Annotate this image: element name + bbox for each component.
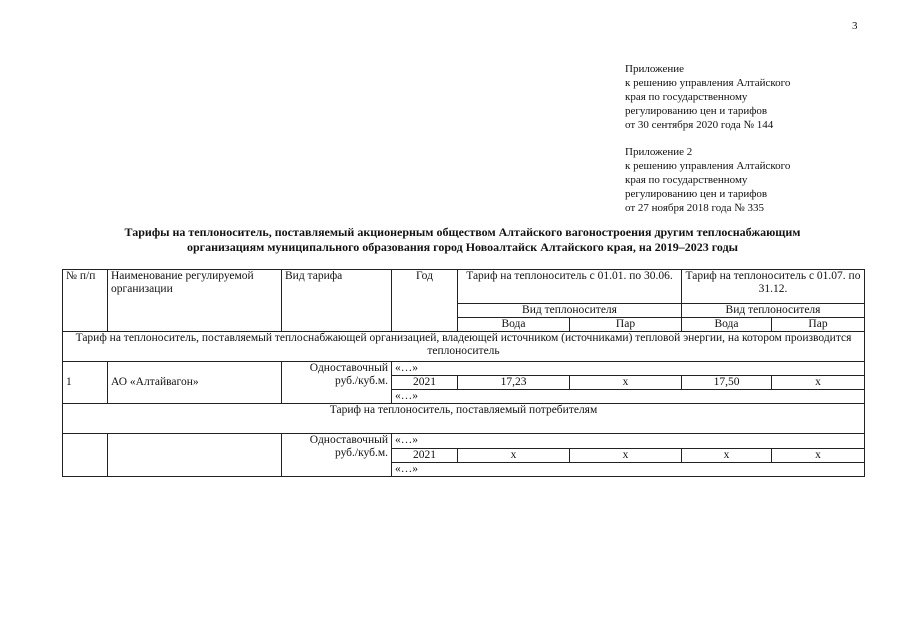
tariff-unit-label: руб./куб.м. <box>334 375 388 387</box>
tariff-unit-label: руб./куб.м. <box>334 447 388 459</box>
appendix-line: к решению управления Алтайского <box>625 77 791 89</box>
header-year: Год <box>392 270 458 332</box>
row1-steam-period2: х <box>772 376 865 390</box>
appendix-line: Приложение <box>625 63 685 75</box>
appendix-line: от 30 сентября 2020 года № 144 <box>625 119 774 131</box>
appendix-line: края по государственному <box>625 91 748 103</box>
header-water-1: Вода <box>458 318 570 332</box>
row2-ellipsis-top: «…» <box>392 434 865 449</box>
row1-num: 1 <box>63 362 108 404</box>
section-heading-suppliers: Тариф на теплоноситель, поставляемый теплоснабжающей организацией, владеющей источником (источниками) тепловой энергии, на котором производится теплоноситель <box>63 332 865 362</box>
row2-steam-period2: х <box>772 449 865 463</box>
row1-ellipsis-top: «…» <box>392 362 865 376</box>
title-line: организациям муниципального образования город Новоалтайск Алтайского края, на 2019–2023 годы <box>186 240 739 254</box>
row2-steam-period1: х <box>570 449 682 463</box>
tariff-type-label: Одноставочный <box>309 434 388 446</box>
row2-ellipsis-bottom: «…» <box>392 463 865 477</box>
page-number: 3 <box>852 20 858 32</box>
row2-num <box>63 434 108 477</box>
header-organization: Наименование регулируемой организации <box>108 270 282 332</box>
appendix-line: к решению управления Алтайского <box>625 160 791 172</box>
appendix-current-decision <box>625 62 790 132</box>
appendix-original-decision <box>625 145 790 215</box>
appendix-line: регулированию цен и тарифов <box>625 105 768 117</box>
row1-water-period2: 17,50 <box>682 376 772 390</box>
row1-steam-period1: х <box>570 376 682 390</box>
row2-water-period1: х <box>458 449 570 463</box>
header-water-2: Вода <box>682 318 772 332</box>
document-title <box>60 225 865 255</box>
row2-year: 2021 <box>392 449 458 463</box>
row1-organization: АО «Алтайвагон» <box>108 362 282 404</box>
section-heading-consumers: Тариф на теплоноситель, поставляемый потребителям <box>63 404 865 434</box>
header-period-1: Тариф на теплоноситель с 01.01. по 30.06. <box>458 270 682 304</box>
row2-organization <box>108 434 282 477</box>
appendix-line: Приложение 2 <box>625 146 693 158</box>
header-period-2: Тариф на теплоноситель с 01.07. по 31.12. <box>682 270 865 304</box>
tariff-type-label: Одноставочный <box>309 362 388 374</box>
appendix-line: края по государственному <box>625 174 748 186</box>
row2-tariff-type <box>282 434 392 477</box>
header-steam-1: Пар <box>570 318 682 332</box>
row1-year: 2021 <box>392 376 458 390</box>
header-steam-2: Пар <box>772 318 865 332</box>
row1-ellipsis-bottom: «…» <box>392 390 865 404</box>
row2-water-period2: х <box>682 449 772 463</box>
row1-water-period1: 17,23 <box>458 376 570 390</box>
header-num: № п/п <box>63 270 108 332</box>
header-tariff-type: Вид тарифа <box>282 270 392 332</box>
row1-tariff-type <box>282 362 392 404</box>
title-line: Тарифы на теплоноситель, поставляемый акционерным обществом Алтайского вагоностроения другим теплоснабжающим <box>124 225 801 239</box>
appendix-line: от 27 ноября 2018 года № 335 <box>625 202 764 214</box>
header-carrier-kind-2: Вид теплоносителя <box>682 304 865 318</box>
appendix-line: регулированию цен и тарифов <box>625 188 768 200</box>
header-carrier-kind-1: Вид теплоносителя <box>458 304 682 318</box>
tariff-table <box>62 269 865 477</box>
